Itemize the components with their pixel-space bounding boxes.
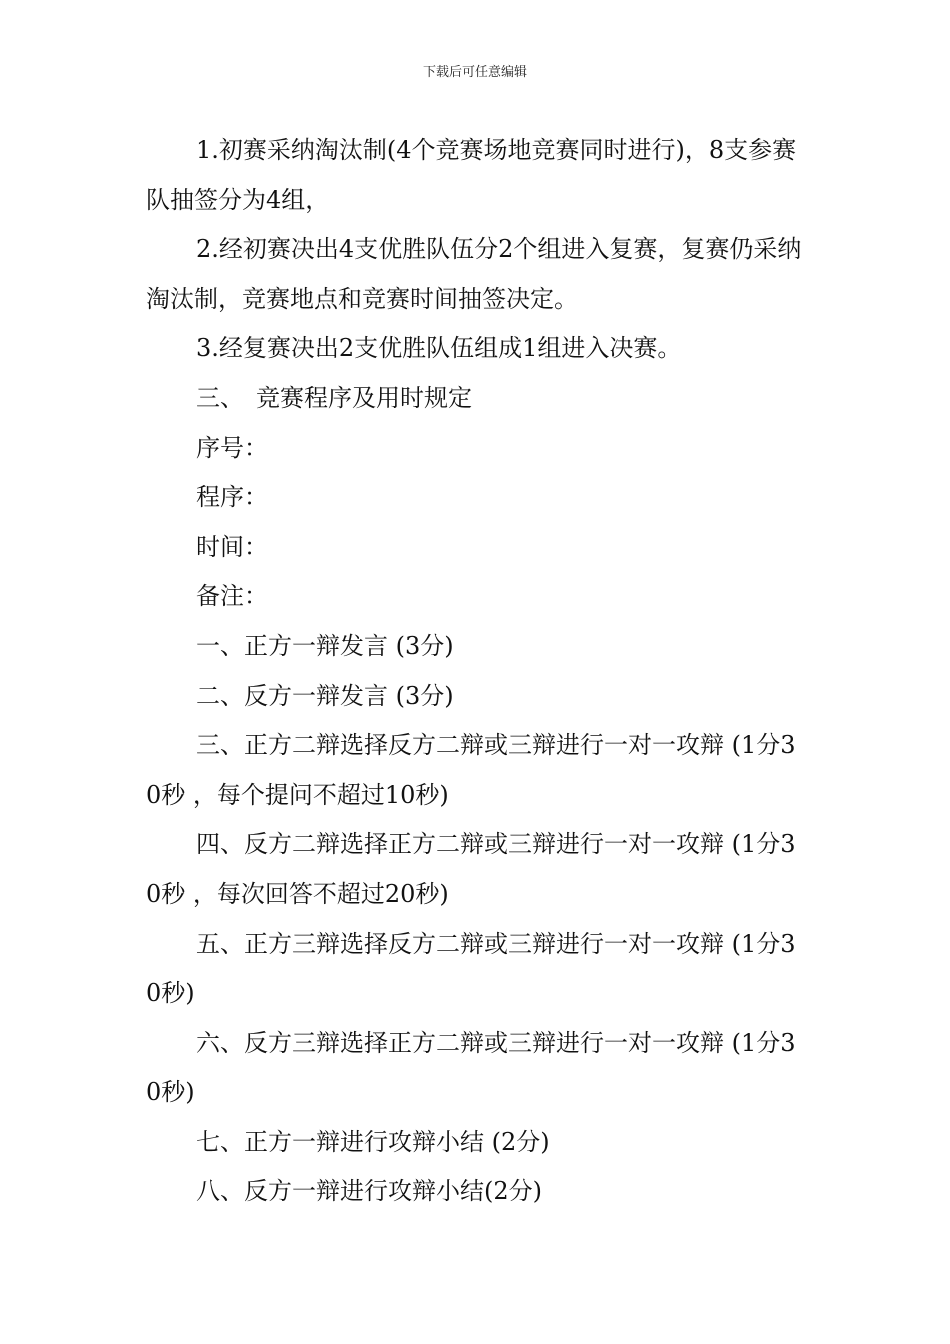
field-label-notes: 备注： <box>196 582 268 611</box>
procedure-step-7: 七、正方一辩进行攻辩小结 (2分) <box>196 1127 550 1156</box>
procedure-step-8: 八、反方一辩进行攻辩小结(2分) <box>196 1177 542 1206</box>
document-body <box>146 126 810 1217</box>
field-label-number: 序号： <box>196 433 268 462</box>
procedure-step-1: 一、正方一辩发言 (3分) <box>196 631 454 660</box>
paragraph-final-round: 3.经复赛决出2支优胜队伍组成1组进入决赛。 <box>196 334 682 363</box>
procedure-step-2: 二、反方一辩发言 (3分) <box>196 681 454 710</box>
procedure-step-3: 三、正方二辩选择反方二辩或三辩进行一对一攻辩 (1分30秒 ，每个提问不超过10秒) <box>146 731 796 809</box>
paragraph-second-round: 2.经初赛决出4支优胜队伍分2个组进入复赛，复赛仍采纳淘汰制，竞赛地点和竞赛时间抽签决定。 <box>146 235 802 313</box>
paragraph-preliminary-round: 1.初赛采纳淘汰制(4个竞赛场地竞赛同时进行)，8支参赛队抽签分为4组， <box>146 136 797 214</box>
section-heading: 三、 竞赛程序及用时规定 <box>196 383 472 412</box>
procedure-step-6: 六、反方三辩选择正方二辩或三辩进行一对一攻辩 (1分30秒) <box>146 1028 796 1107</box>
page-header: 下载后可任意编辑 <box>422 65 527 80</box>
procedure-step-5: 五、正方三辩选择反方二辩或三辩进行一对一攻辩 (1分30秒) <box>146 929 796 1008</box>
field-label-time: 时间： <box>196 532 268 561</box>
field-label-procedure: 程序： <box>196 483 268 512</box>
procedure-step-4: 四、反方二辩选择正方二辩或三辩进行一对一攻辩 (1分30秒 ，每次回答不超过20秒) <box>146 830 796 908</box>
